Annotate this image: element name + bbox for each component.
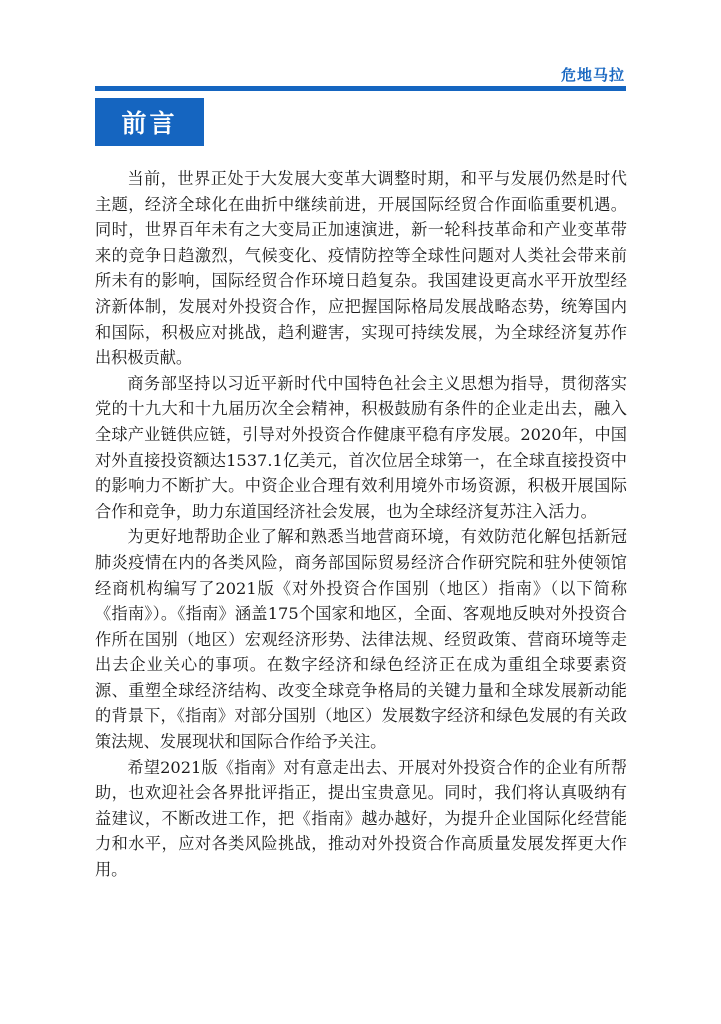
header-rule — [95, 86, 626, 91]
section-title-block — [95, 98, 204, 146]
paragraph-1: 当前，世界正处于大发展大变革大调整时期，和平与发展仍然是时代主题，经济全球化在曲折中继续前进，开展国际经贸合作面临重要机遇。同时，世界百年未有之大变局正加速演进，新一轮科技革命和产业变革带来的竞争日趋激烈，气候变化、疫情防控等全球性问题对人类社会带来前所未有的影响，国际经贸合作环境日趋复杂。我国建设更高水平开放型经济新体制，发展对外投资合作，应把握国际格局发展战略态势，统筹国内和国际，积极应对挑战，趋利避害，实现可持续发展，为全球经济复苏作出积极贡献。 — [95, 169, 627, 368]
running-header-title: 危地马拉 — [560, 66, 625, 84]
body-text — [95, 166, 627, 883]
paragraph-4: 希望2021版《指南》对有意走出去、开展对外投资合作的企业有所帮助，也欢迎社会各界批评指正，提出宝贵意见。同时，我们将认真吸纳有益建议，不断改进工作，把《指南》越办越好，为提升企业国际化经营能力和水平，应对各类风险挑战，推动对外投资合作高质量发展发挥更大作用。 — [95, 757, 627, 880]
section-title: 前言 — [121, 109, 178, 138]
paragraph-3: 为更好地帮助企业了解和熟悉当地营商环境，有效防范化解包括新冠肺炎疫情在内的各类风险，商务部国际贸易经济合作研究院和驻外使领馆经商机构编写了2021版《对外投资合作国别（地区）指南》（以下简称《指南》）。《指南》涵盖175个国家和地区，全面、客观地反映对外投资合作所在国别（地区）宏观经济形势、法律法规、经贸政策、营商环境等走出去企业关心的事项。在数字经济和绿色经济正在成为重组全球要素资源、重塑全球经济结构、改变全球竞争格局的关键力量和全球发展新动能的背景下，《指南》对部分国别（地区）发展数字经济和绿色发展的有关政策法规、发展现状和国际合作给予关注。 — [95, 527, 627, 752]
paragraph-2: 商务部坚持以习近平新时代中国特色社会主义思想为指导，贯彻落实党的十九大和十九届历次全会精神，积极鼓励有条件的企业走出去，融入全球产业链供应链，引导对外投资合作健康平稳有序发展。2020年，中国对外直接投资额达1537.1亿美元，首次位居全球第一，在全球直接投资中的影响力不断扩大。中资企业合理有效利用境外市场资源，积极开展国际合作和竞争，助力东道国经济社会发展，也为全球经济复苏注入活力。 — [95, 373, 627, 521]
